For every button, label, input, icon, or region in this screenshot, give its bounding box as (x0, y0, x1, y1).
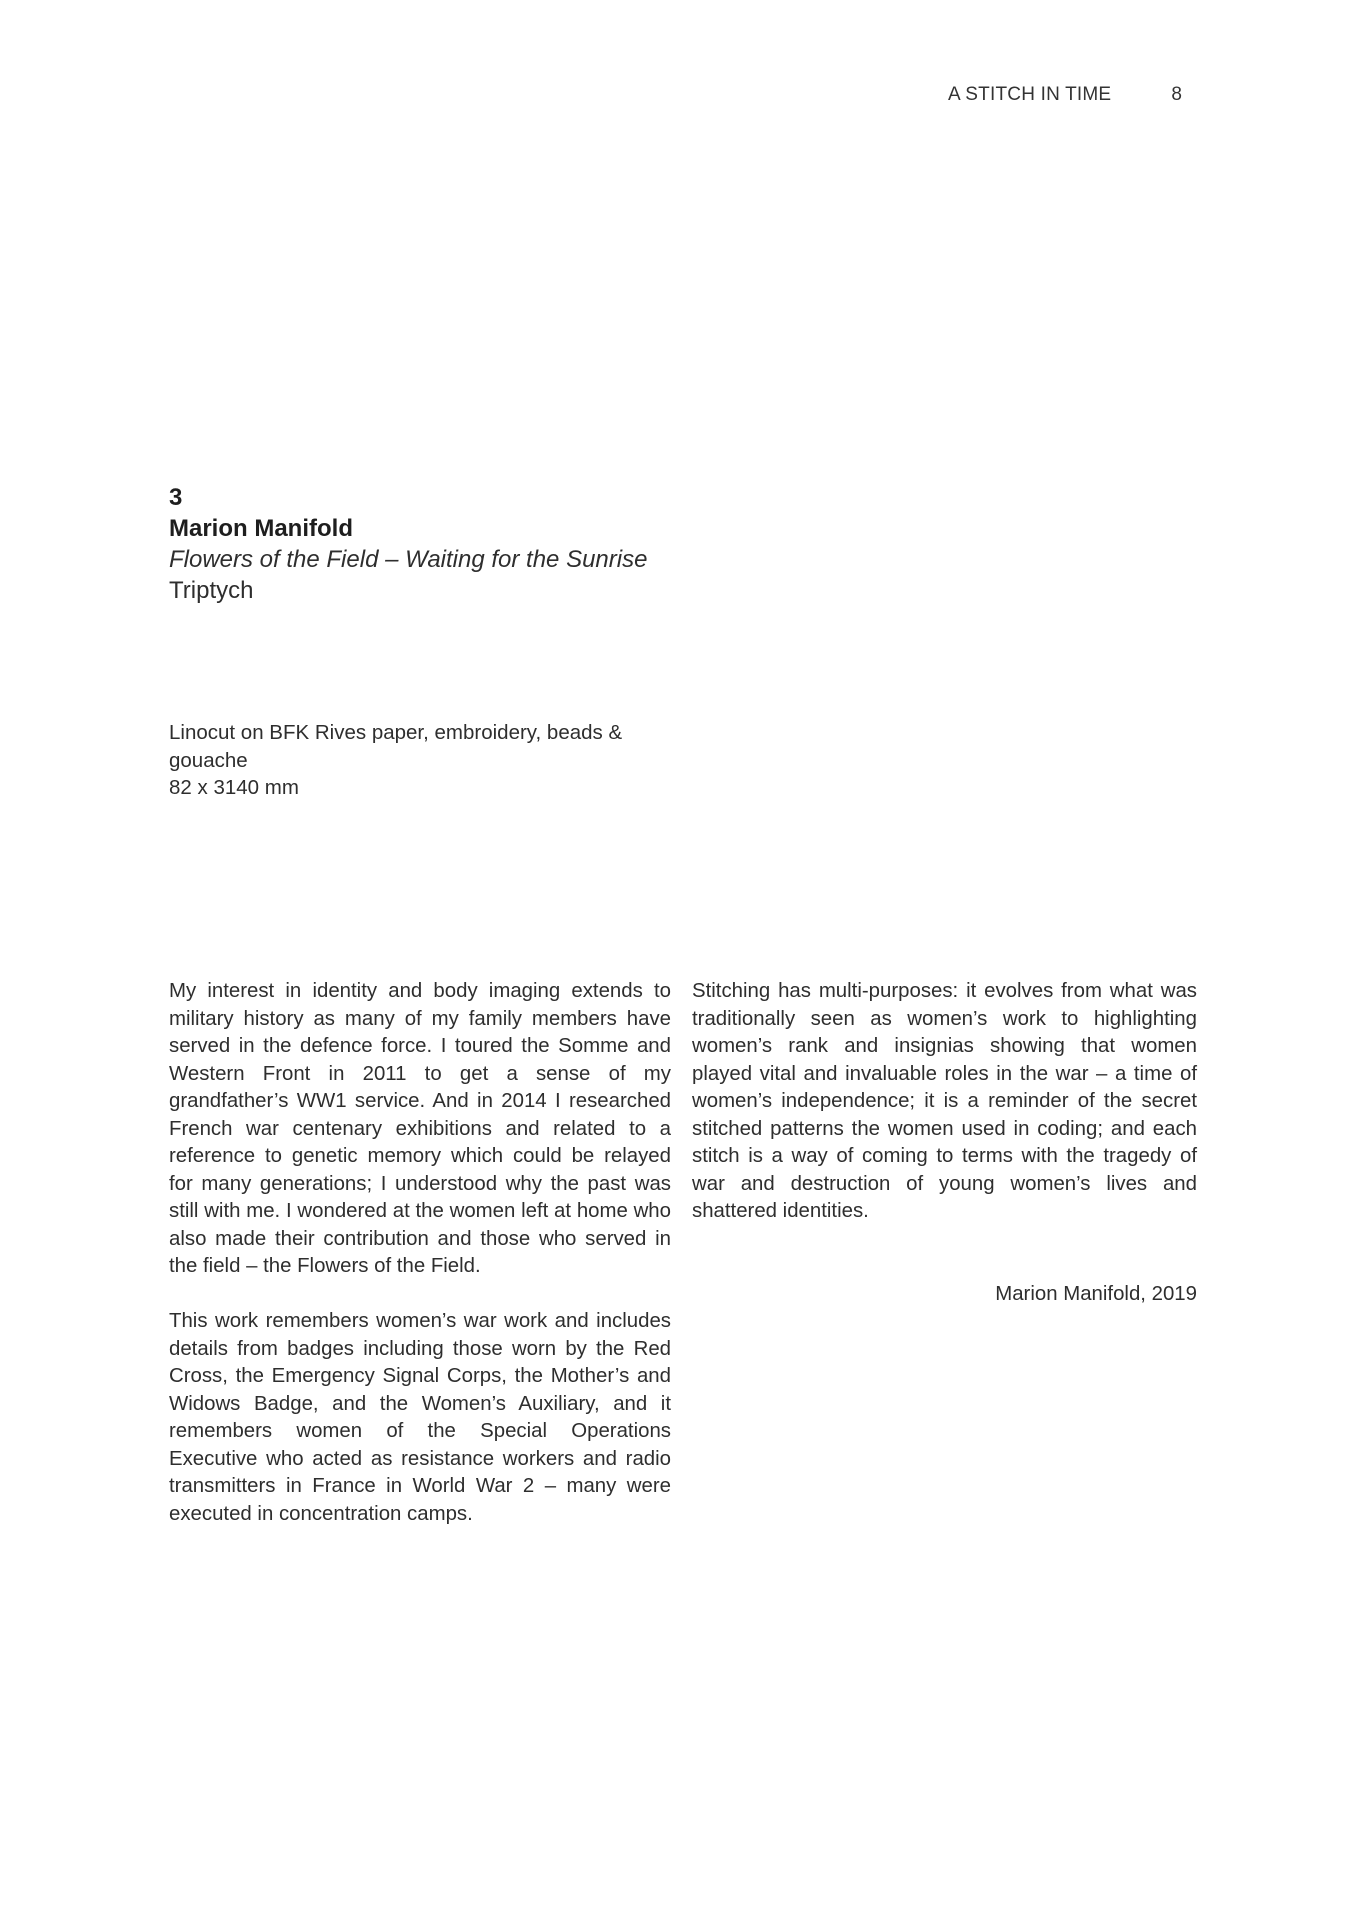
statement-paragraph: Stitching has multi-purposes: it evolves from what was traditionally seen as women’s work to highlighting women’s rank and insignias showing that women played vital and invaluable roles in the war – a time of women’s independence; it is a reminder of the secret stitched patterns the women used in coding; and each stitch is a way of coming to terms with the tragedy of war and destruction of young women’s lives and shattered identities. (692, 980, 1197, 1222)
running-title: A STITCH IN TIME (948, 84, 1112, 105)
statement-paragraph: My interest in identity and body imaging extends to military history as many of my family members have served in the defence force. I toured the Somme and Western Front in 2011 to get a sense of my grandfather’s WW1 service. And in 2014 I researched French war centenary exhibitions and related to a reference to genetic memory which could be relayed for many generations; I understood why the past was still with me. I wondered at the women left at home who also made their contribution and those who served in the field – the Flowers of the Field. (169, 980, 671, 1277)
artwork-title: Flowers of the Field – Waiting for the Sunrise (169, 546, 648, 573)
artwork-details (169, 719, 689, 802)
catalogue-entry-heading (169, 482, 689, 606)
running-header (940, 84, 1190, 112)
statement-column-left (169, 978, 671, 1556)
artist-signature: Marion Manifold, 2019 (995, 1282, 1197, 1305)
artwork-medium: Linocut on BFK Rives paper, embroidery, beads & gouache (169, 721, 623, 772)
statement-column-right (692, 978, 1197, 1308)
page-number: 8 (1171, 84, 1182, 105)
entry-number: 3 (169, 484, 183, 511)
artwork-type: Triptych (169, 577, 254, 604)
artwork-dimensions: 82 x 3140 mm (169, 776, 299, 799)
artist-name: Marion Manifold (169, 515, 353, 542)
statement-paragraph: This work remembers women’s war work and includes details from badges including those worn by the Red Cross, the Emergency Signal Corps, the Mother’s and Widows Badge, and the Women’s Auxiliary, and it remembers women of the Special Operations Executive who acted as resistance workers and radio transmitters in France in World War 2 – many were executed in concentration camps. (169, 1310, 671, 1525)
